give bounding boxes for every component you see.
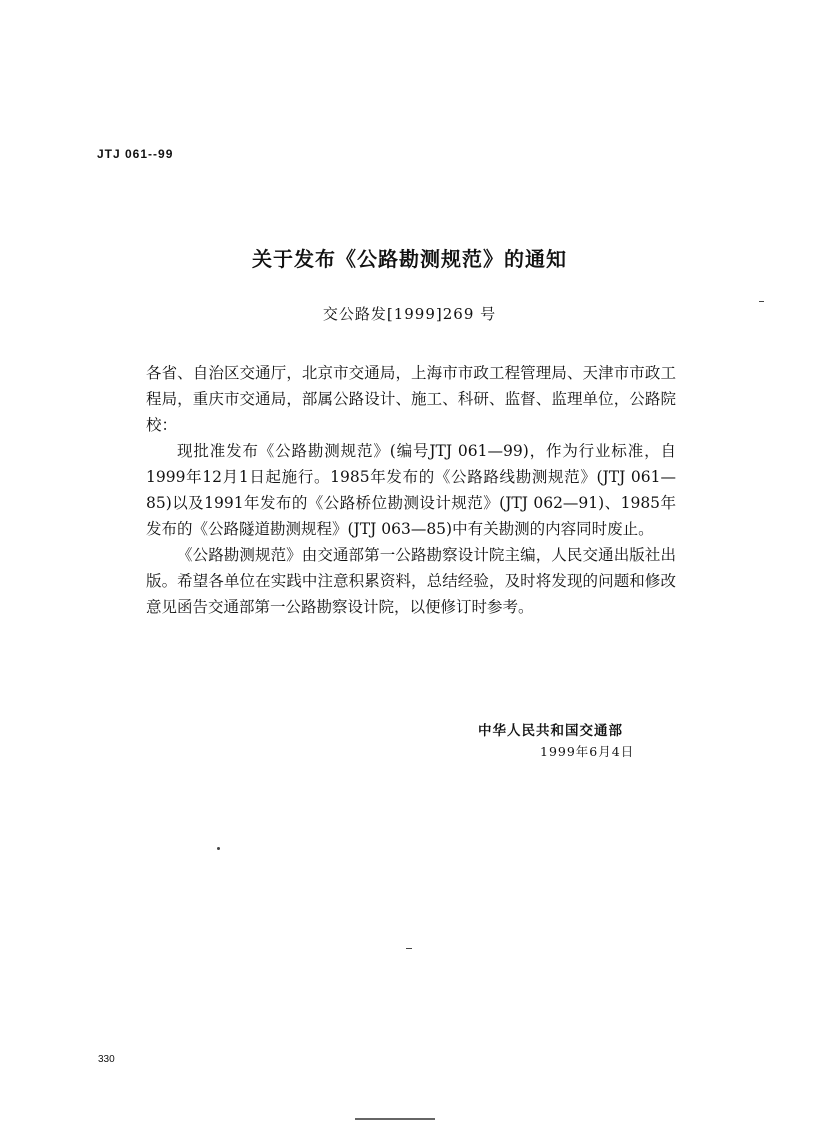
body-paragraph: 《公路勘测规范》由交通部第一公路勘察设计院主编，人民交通出版社出版。希望各单位在实践中注意积累资料，总结经验，及时将发现的问题和修改意见函告交通部第一公路勘察设计院，以便修订时参考。 bbox=[146, 546, 676, 616]
scan-speck bbox=[759, 301, 764, 302]
scan-speck bbox=[355, 1118, 435, 1120]
document-code: JTJ 061--99 bbox=[97, 147, 174, 161]
scan-speck bbox=[217, 847, 220, 850]
issuer-name: 中华人民共和国交通部 bbox=[478, 723, 623, 739]
scan-speck bbox=[406, 948, 412, 949]
document-number: 交公路发[1999]269 号 bbox=[322, 305, 497, 323]
page-number: 330 bbox=[98, 1054, 115, 1065]
page-title: 关于发布《公路勘测规范》的通知 bbox=[252, 247, 567, 271]
notice-body bbox=[146, 360, 676, 620]
body-paragraph: 现批准发布《公路勘测规范》(编号JTJ 061—99)，作为行业标准，自1999年12月1日起施行。1985年发布的《公路路线勘测规范》(JTJ 061—85)以及1991年发布的《公路桥位勘测设计规范》(JTJ 062—91)、1985年发布的《公路隧道勘测规程》(JTJ 063—85)中有关勘测的内容同时废止。 bbox=[146, 442, 676, 538]
addressee-paragraph: 各省、自治区交通厅，北京市交通局，上海市市政工程管理局、天津市市政工程局，重庆市交通局，部属公路设计、施工、科研、监督、监理单位，公路院校： bbox=[146, 364, 676, 434]
issue-date: 1999年6月4日 bbox=[540, 744, 635, 759]
